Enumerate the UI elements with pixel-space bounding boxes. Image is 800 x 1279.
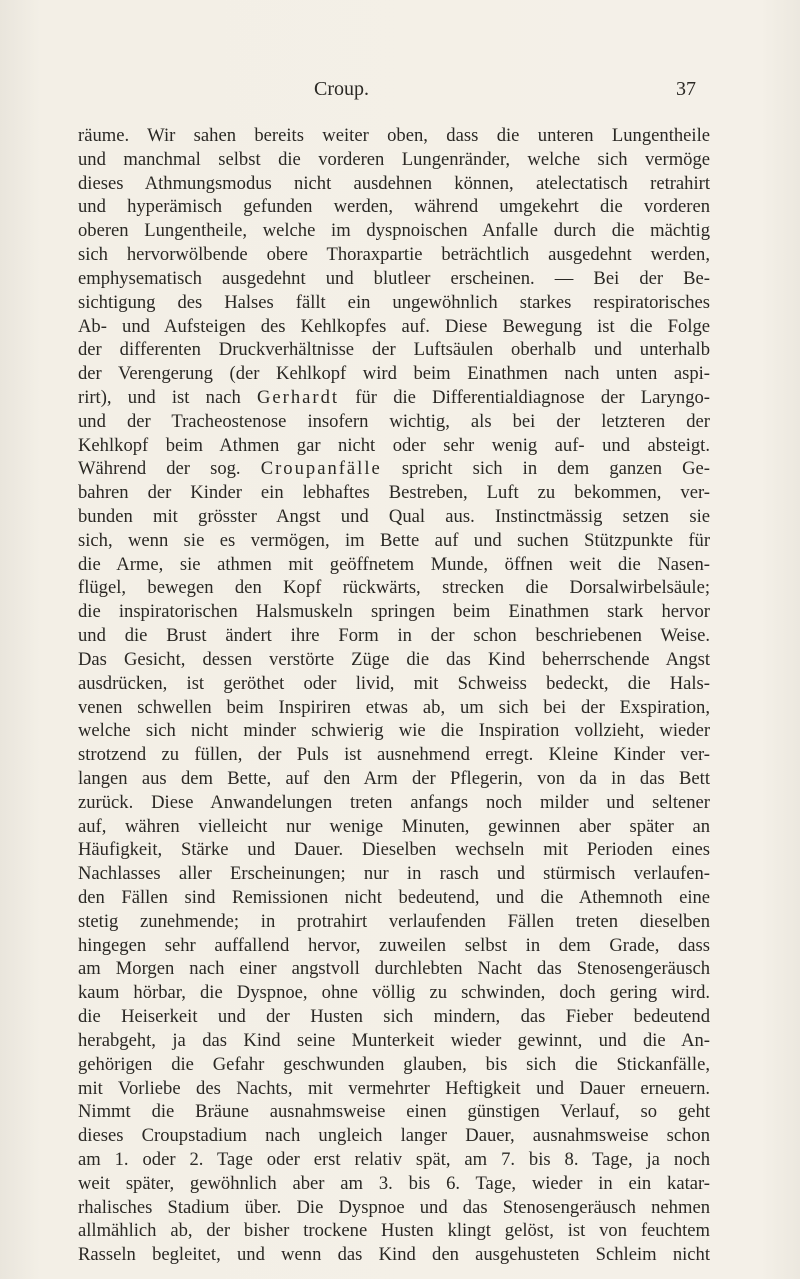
text-line: Ab- und Aufsteigen des Kehlkopfes auf. Diese Bewegung ist die Folge — [78, 315, 711, 337]
text-line: sichtigung des Halses fällt ein ungewöhnlich starkes respiratorisches — [78, 291, 710, 313]
text-line: gehörigen die Gefahr geschwunden glauben, bis sich die Stickanfälle, — [78, 1053, 710, 1075]
text-line: strotzend zu füllen, der Puls ist ausnehmend erregt. Kleine Kinder ver- — [78, 744, 710, 766]
text-line: dieses Athmungsmodus nicht ausdehnen können, atelectatisch retrahirt — [78, 172, 710, 194]
text-line: rirt), und ist nach Gerhardt für die Differentialdiagnose der Laryngo- — [78, 386, 710, 408]
text-line: Nimmt die Bräune ausnahmsweise einen günstigen Verlauf, so geht — [78, 1101, 710, 1123]
text-line: bunden mit grösster Angst und Qual aus. Instinctmässig setzen sie — [78, 506, 710, 527]
text-line: der differenten Druckverhältnisse der Luftsäulen oberhalb und unterhalb — [78, 339, 711, 361]
text-line: mit Vorliebe des Nachts, mit vermehrter Heftigkeit und Dauer erneuern. — [78, 1077, 711, 1099]
text-line: und die Brust ändert ihre Form in der schon beschriebenen Weise. — [78, 625, 710, 647]
text-line: die Heiserkeit und der Husten sich mindern, das Fieber bedeutend — [78, 1006, 710, 1028]
text-line: oberen Lungentheile, welche im dyspnoischen Anfalle durch die mächtig — [78, 220, 711, 242]
text-line: Häufigkeit, Stärke und Dauer. Dieselben wechseln mit Perioden eines — [78, 839, 710, 861]
text-line: zurück. Diese Anwandelungen treten anfangs noch milder und seltener — [78, 791, 710, 813]
text-line: bahren der Kinder ein lebhaftes Bestreben, Luft zu bekommen, ver- — [78, 482, 710, 504]
emphasized-name: Gerhardt — [257, 386, 340, 408]
text-line: der Verengerung (der Kehlkopf wird beim Einathmen nach unten aspi- — [78, 363, 710, 385]
text-line: hingegen sehr auffallend hervor, zuweilen selbst in dem Grade, dass — [78, 934, 711, 956]
page-number: 37 — [676, 78, 696, 100]
text-line: den Fällen sind Remissionen nicht bedeutend, und die Athemnoth eine — [78, 887, 711, 908]
text-line: Kehlkopf beim Athmen gar nicht oder sehr wenig auf- und absteigt. — [78, 434, 710, 456]
text-line: allmählich ab, der bisher trockene Husten klingt gelöst, ist von feuchtem — [78, 1220, 711, 1242]
text-line: Nachlasses aller Erscheinungen; nur in rasch und stürmisch verlaufen- — [78, 863, 710, 885]
text-line: emphysematisch ausgedehnt und blutleer erscheinen. — Bei der Be- — [78, 267, 710, 289]
text-line: kaum hörbar, die Dyspnoe, ohne völlig zu schwinden, doch gering wird. — [78, 982, 711, 1004]
text-line: weit später, gewöhnlich aber am 3. bis 6. Tage, wieder in ein katar- — [78, 1172, 710, 1194]
text-line: langen aus dem Bette, auf den Arm der Pflegerin, von da in das Bett — [78, 767, 710, 789]
running-header — [266, 78, 696, 108]
text-line: ausdrücken, ist geröthet oder livid, mit Schweiss bedeckt, die Hals- — [78, 672, 710, 694]
text-line: die inspiratorischen Halsmuskeln springen beim Einathmen stark hervor — [78, 601, 710, 623]
text-line: und manchmal selbst die vorderen Lungenränder, welche sich vermöge — [78, 148, 710, 170]
text-line: auf, währen vielleicht nur wenige Minuten, gewinnen aber später an — [78, 815, 710, 837]
text-line: welche sich nicht minder schwierig wie die Inspiration vollzieht, wieder — [78, 720, 711, 742]
running-title: Croup. — [314, 78, 369, 100]
text-line: dieses Croupstadium nach ungleich langer Dauer, ausnahmsweise schon — [78, 1125, 711, 1147]
text-line: am Morgen nach einer angstvoll durchlebten Nacht das Stenosengeräusch — [78, 958, 710, 980]
text-line: stetig zunehmende; in protrahirt verlaufenden Fällen treten dieselben — [78, 910, 710, 932]
text-line: venen schwellen beim Inspiriren etwas ab, um sich bei der Exspiration, — [78, 696, 710, 718]
text-line: sich, wenn sie es vermögen, im Bette auf und suchen Stützpunkte für — [78, 529, 711, 551]
text-line: herabgeht, ja das Kind seine Munterkeit wieder gewinnt, und die An- — [78, 1029, 710, 1051]
text-line: die Arme, sie athmen mit geöffnetem Munde, öffnen weit die Nasen- — [78, 553, 710, 575]
text-line: räume. Wir sahen bereits weiter oben, dass die unteren Lungentheile — [78, 125, 710, 146]
text-line: und der Tracheostenose insofern wichtig, als bei der letzteren der — [78, 410, 710, 432]
text-line: sich hervorwölbende obere Thoraxpartie beträchtlich ausgedehnt werden, — [78, 244, 710, 266]
text-line: Rasseln begleitet, und wenn das Kind den ausgehusteten Schleim nicht — [78, 1244, 710, 1266]
text-line: flügel, bewegen den Kopf rückwärts, strecken die Dorsalwirbelsäule; — [78, 577, 710, 599]
text-line: am 1. oder 2. Tage oder erst relativ spät, am 7. bis 8. Tage, ja noch — [78, 1148, 710, 1170]
text-line: Während der sog. Croupanfälle spricht sich in dem ganzen Ge- — [78, 458, 710, 480]
body-text — [78, 124, 710, 1267]
text-line: Das Gesicht, dessen verstörte Züge die das Kind beherrschende Angst — [78, 648, 710, 670]
emphasized-name: Croupanfälle — [260, 458, 382, 480]
text-line: rhalisches Stadium über. Die Dyspnoe und das Stenosengeräusch nehmen — [78, 1196, 710, 1218]
text-line: und hyperämisch gefunden werden, während umgekehrt die vorderen — [78, 196, 710, 218]
